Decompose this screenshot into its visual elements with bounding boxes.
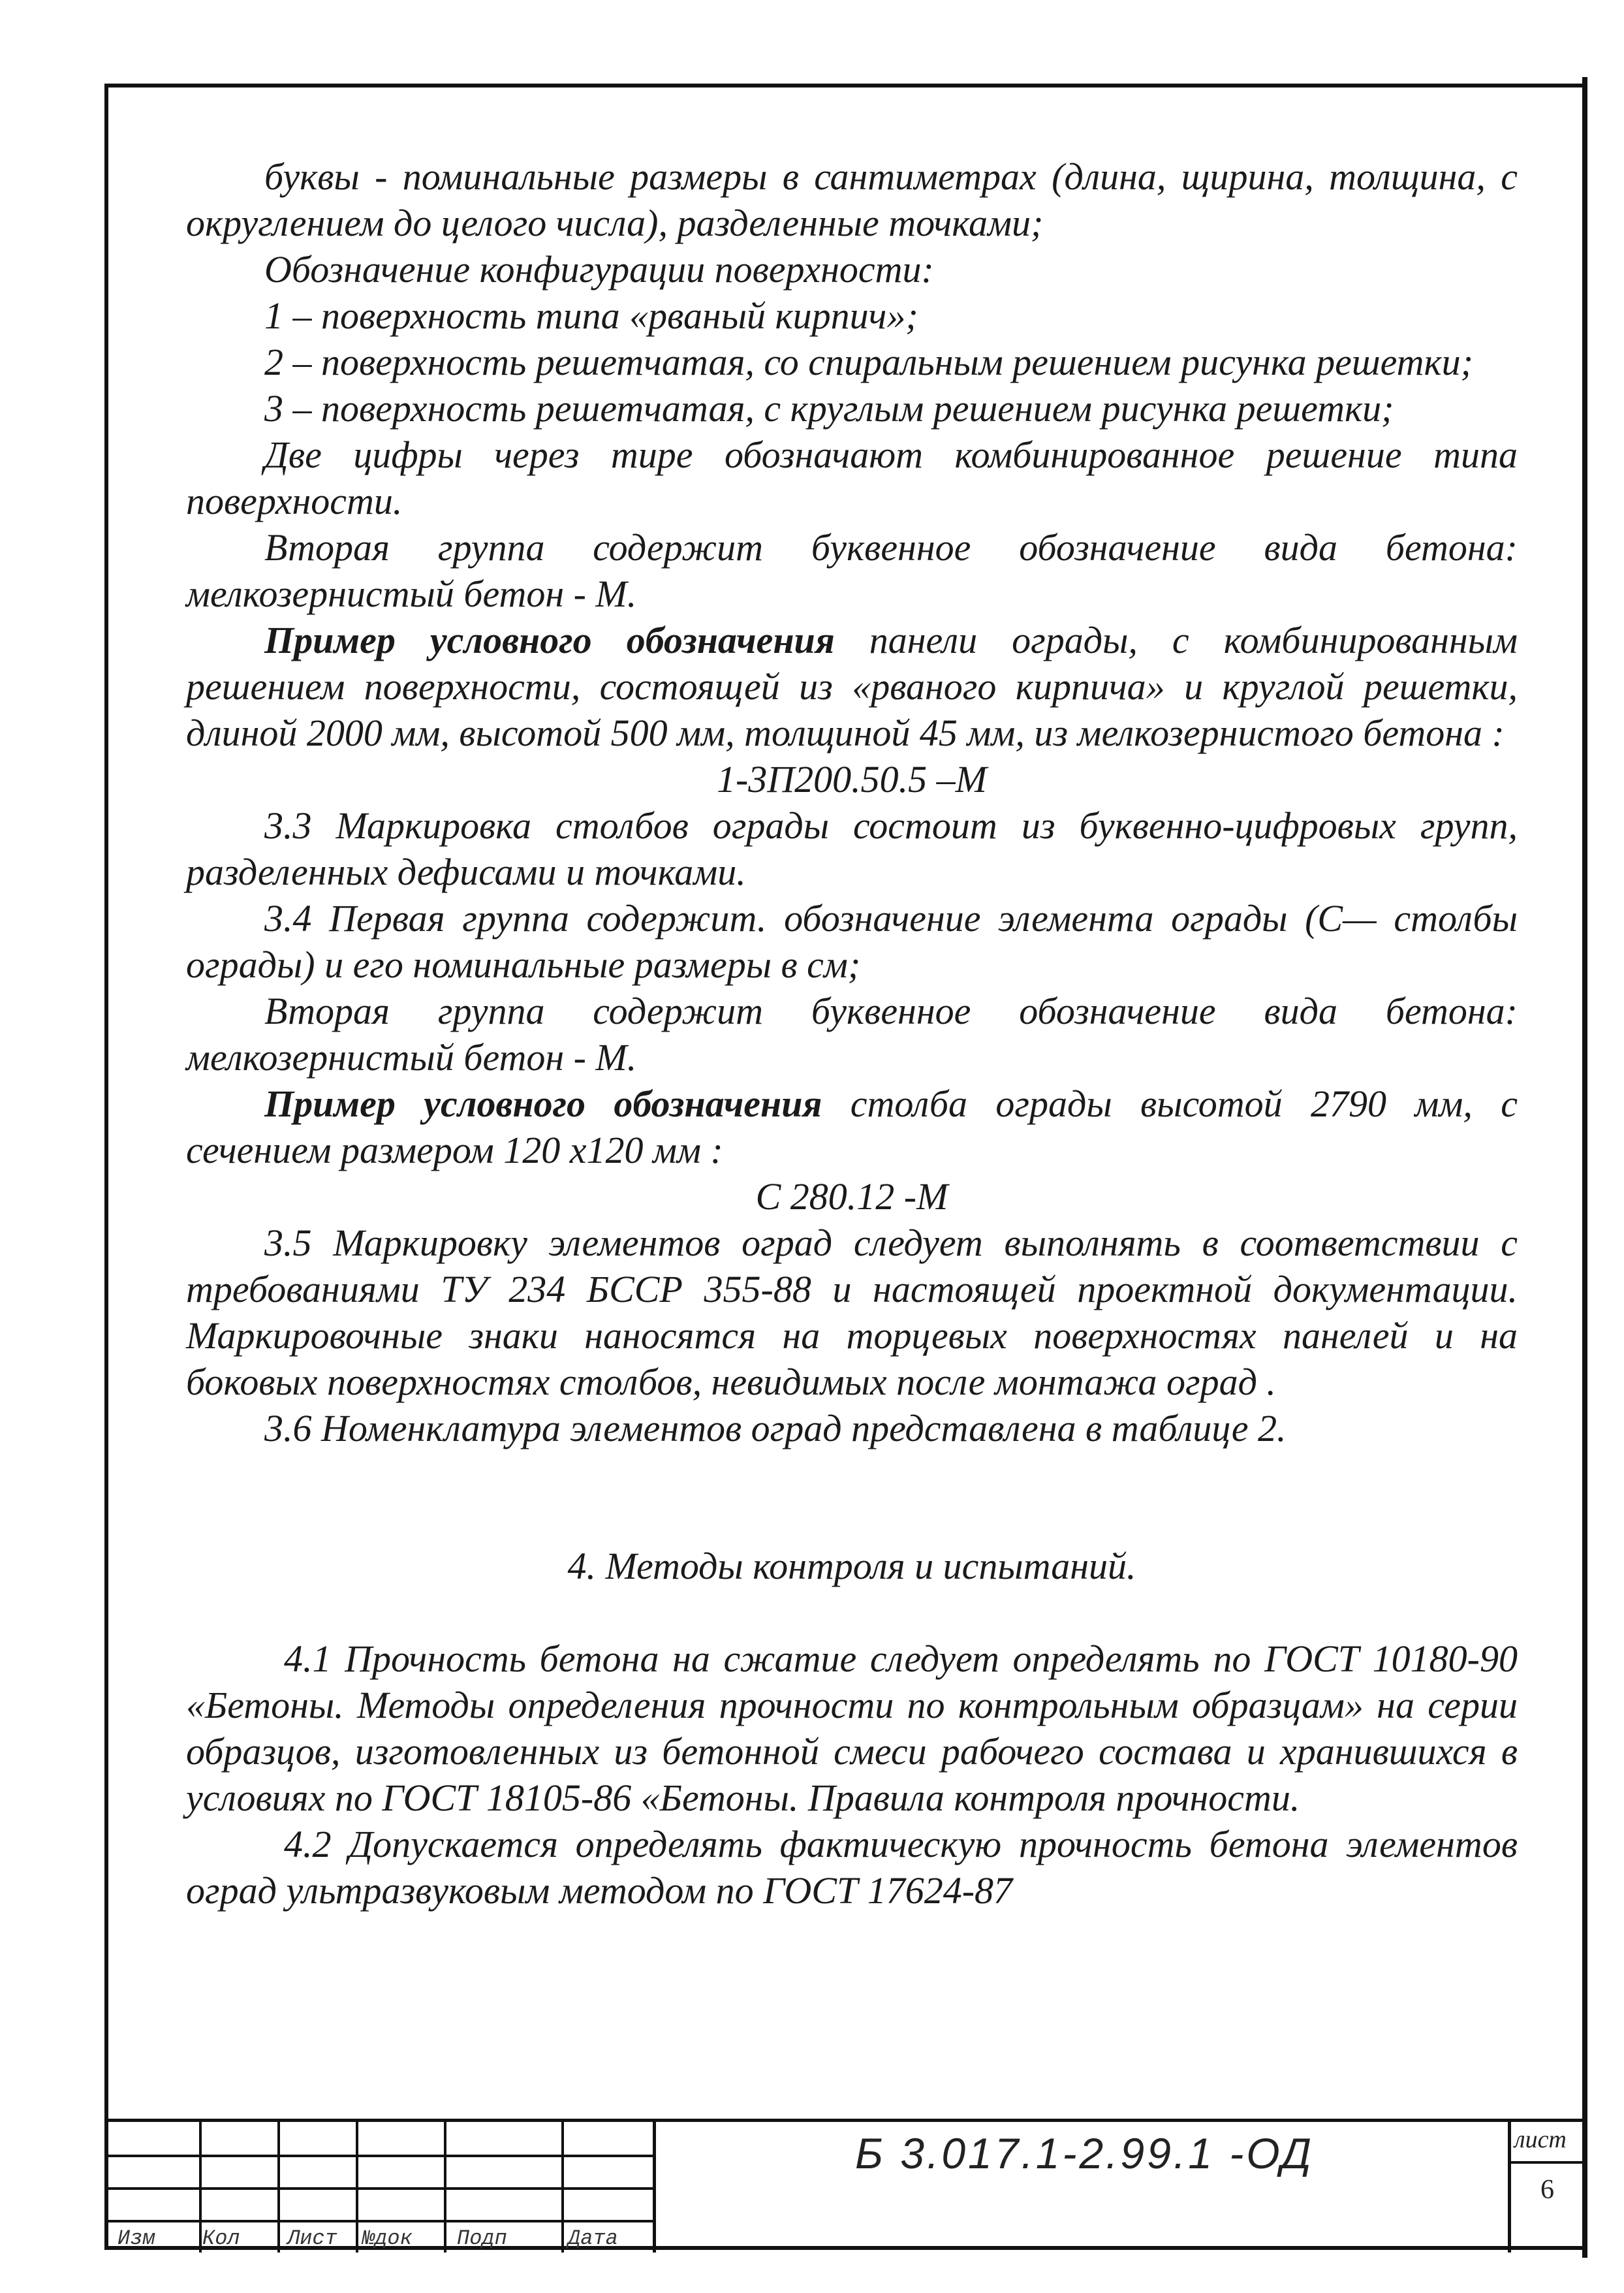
title-block-divider <box>1508 2122 1511 2253</box>
title-block-label: Дата <box>568 2226 618 2251</box>
paragraph: Вторая группа содержит буквенное обозначение вида бетона: мелкозернистый бетон - М. <box>186 990 1518 1079</box>
example-text: панели ограды, с комбинированным решением поверхности, состоящей из «рваного кирпича» и круглой решетки, длиной 2000 мм, высотой 500 мм, толщиной 45 мм, из мелкозернистого бетона : <box>186 619 1518 754</box>
title-block-label: Кол <box>202 2226 240 2251</box>
title-block-label: №док <box>362 2226 413 2251</box>
example-label: Пример условного обозначения <box>264 619 835 661</box>
designation-code: С 280.12 -М <box>755 1175 948 1218</box>
grid-line <box>444 2122 446 2253</box>
paragraph: 3.4 Первая группа содержит. обозначение элемента ограды (С— столбы ограды) и его номинальные размеры в см; <box>186 897 1518 986</box>
example-label: Пример условного обозначения <box>264 1083 822 1125</box>
grid-line <box>277 2122 280 2253</box>
example-paragraph <box>186 617 1518 756</box>
section-heading: 4. Методы контроля и испытаний. <box>567 1545 1136 1587</box>
paragraph: 3.3 Маркировка столбов ограды состоит из буквенно-цифровых групп, разделенных дефисами и точками. <box>186 804 1518 893</box>
spacer <box>186 1589 1518 1636</box>
document-code: Б 3.017.1-2.99.1 -ОД <box>855 2129 1314 2177</box>
grid-line <box>104 2155 653 2157</box>
list-item: 3 – поверхность решетчатая, с круглым решением рисунка решетки; <box>264 387 1394 430</box>
paragraph: 4.1 Прочность бетона на сжатие следует определять по ГОСТ 10180-90 «Бетоны. Методы определения прочности по контрольным образцам» на серии образцов, изготовленных из бетонной смеси рабочего состава и хранившихся в условиях по ГОСТ 18105-86 «Бетоны. Правила контроля прочности. <box>186 1637 1518 1819</box>
title-block <box>104 2119 1586 2253</box>
title-block-label: Подп <box>457 2226 507 2251</box>
paragraph: 4.2 Допускается определять фактическую прочность бетона элементов оград ультразвуковым методом по ГОСТ 17624-87 <box>186 1823 1518 1912</box>
list-item: 1 – поверхность типа «рваный кирпич»; <box>264 294 918 337</box>
paragraph: Вторая группа содержит буквенное обозначение вида бетона: мелкозернистый бетон - М. <box>186 526 1518 615</box>
sheet-number: 6 <box>1540 2175 1554 2205</box>
grid-line <box>104 2187 653 2190</box>
paragraph: 3.5 Маркировку элементов оград следует выполнять в соответствии с требованиями ТУ 234 БССР 355-88 и настоящей проектной документации. Маркировочные знаки наносятся на торцевых поверхностях панелей и на боковых поверхностях столбов, невидимых после монтажа оград . <box>186 1222 1518 1403</box>
grid-line <box>104 2220 653 2222</box>
sheet-label: лист <box>1514 2126 1567 2153</box>
grid-line <box>199 2122 202 2253</box>
paragraph: Две цифры через тире обозначают комбинированное решение типа поверхности. <box>186 434 1518 522</box>
paragraph: буквы - поминальные размеры в сантиметрах (длина, щирина, толщина, с округлением до целого числа), разделенные точками; <box>186 155 1518 244</box>
list-item: 2 – поверхность решетчатая, со спиральным решением рисунка решетки; <box>264 341 1473 383</box>
grid-line <box>561 2122 564 2253</box>
title-block-label: Изм <box>117 2226 155 2251</box>
designation-code: 1-3П200.50.5 –М <box>716 758 987 800</box>
grid-line <box>356 2122 358 2253</box>
spacer <box>186 1451 1518 1543</box>
example-text: столба ограды высотой 2790 мм, с сечением размером 120 х120 мм : <box>186 1083 1518 1171</box>
title-block-divider <box>1508 2161 1586 2164</box>
frame-edge <box>1582 77 1587 2258</box>
paragraph: Обозначение конфигурации поверхности: <box>264 248 934 291</box>
title-block-label: Лист <box>287 2226 337 2251</box>
paragraph: 3.6 Номенклатура элементов оград представлена в таблице 2. <box>264 1407 1287 1449</box>
example-paragraph <box>186 1081 1518 1173</box>
document-body <box>186 153 1518 1914</box>
title-block-divider <box>653 2122 656 2253</box>
